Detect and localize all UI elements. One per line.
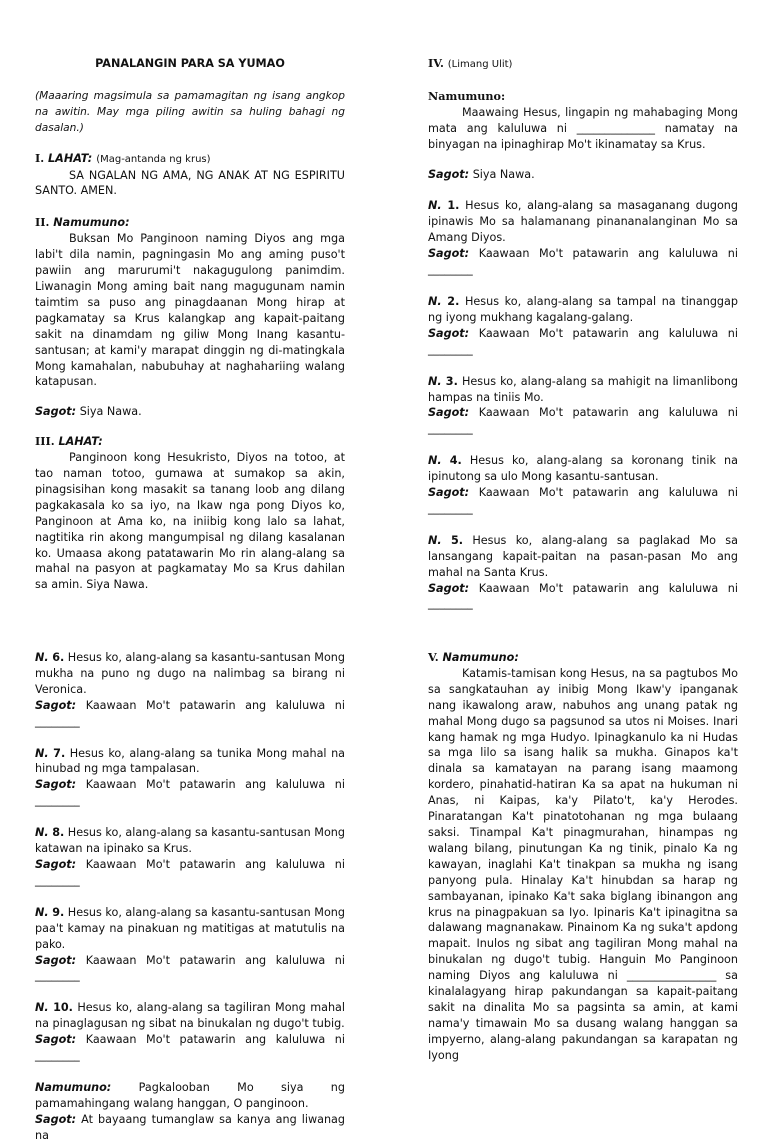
section-4-response: [428, 167, 738, 183]
intro-note-text: Maaaring magsimula sa pamamagitan ng isang angkop na awitin. May mga piling awitin sa huling bahagi ng dasalan.: [35, 89, 345, 134]
section-4-number: IV.: [428, 56, 444, 70]
petition-6-number: 6.: [52, 651, 65, 664]
petition-block-6: [35, 650, 345, 730]
section-5-heading: [428, 650, 738, 666]
section-5-number: V.: [428, 650, 439, 664]
closing-response-label: Sagot:: [35, 1112, 77, 1126]
section-4-note: (Limang Ulit): [447, 59, 513, 70]
section-1-heading: [35, 151, 345, 168]
section-2-text: Buksan Mo Panginoon naming Diyos ang mga labi't dila namin, pagningasin Mo ang aming puso't pawiin ang marurumi't nakagugulong panimdim. Liwanagin Mong aming bait nang magugunam namin taimtim sa puso ang pinagdaanan Mong hirap at pagkamatay sa Krus kalangkap ang kapait-paitang sakit na dinamdam ng giliw Mong Inang kasantu-santusan; at kami'y marapat dinggin ng di-matingkala Mong kamahalan, nabubuhay at naghahariing walang katapusan.: [35, 232, 345, 389]
intro-note: [35, 89, 345, 137]
section-5-label: Namumuno:: [442, 651, 519, 664]
section-4-response-text: Siya Nawa.: [472, 167, 535, 181]
petition-5-response-text: Kaawaan Mo't patawarin ang kaluluwa ni ________: [428, 581, 738, 611]
petition-3-response: [428, 405, 738, 437]
section-3-number: III.: [35, 434, 55, 449]
section-2-heading: [35, 215, 345, 231]
petition-block-2: [428, 294, 738, 358]
petition-7-response-label: Sagot:: [35, 778, 77, 792]
petition-1-response-label: Sagot:: [428, 247, 470, 261]
section-2-label: Namumuno:: [53, 216, 130, 230]
section-1-note: (Mag-antanda ng krus): [96, 153, 211, 165]
petition-10-text: [35, 1000, 345, 1032]
closing-leader-text: Pagkalooban Mo siya ng pamamahingang walang hanggan, O panginoon.: [35, 1080, 345, 1110]
intro-note-open-paren: (: [35, 89, 40, 102]
petition-6-marker: N.: [35, 651, 49, 664]
petition-9-number: 9.: [52, 905, 65, 919]
petition-9-text: [35, 905, 345, 953]
petition-block-9: [35, 905, 345, 985]
petition-5-response: [428, 581, 738, 613]
petition-5-number: 5.: [450, 533, 463, 547]
section-1-text: SA NGALAN NG AMA, NG ANAK AT NG ESPIRITU SANTO. AMEN.: [35, 168, 345, 198]
petition-4-response-text: Kaawaan Mo't patawarin ang kaluluwa ni ________: [428, 486, 738, 515]
petition-10-marker: N.: [35, 1001, 49, 1015]
section-2-number: II.: [35, 215, 50, 230]
petition-2-marker: N.: [428, 294, 442, 308]
section-2-response-text: Siya Nawa.: [79, 405, 142, 419]
section-5-text: Katamis-tamisan kong Hesus, na sa pagtubos Mo sa sangkatauhan ay inibig Mong Ikaw'y ipanganak nang ikawalong araw, nabuhos ang unang patak ng mahal Mong dugo sa pagsunod sa utos ni Moises. Inari kang hamak ng mga Hudyo. Ipinagkanulo ka ni Hudas sa mga lilo sa isang halik sa mukha. Ginapos ka't dinala sa kamatayan na parang isang maamong kordero, pinahatid-hatiran Ka sa apat na hukuman ni Anas, ni Kaipas, ka'y Pilato't, ka'y Herodes. Pinaratangan Ka't pinatotohanan ng mga bulaang saksi. Tinampal Ka't pinagmurahan, hinampas ng walang bilang, pinutungan Ka ng tinik, pinalo Ka ng kawayan, inaglahi Ka't tinakpan sa mukha ng isang panyong pula. Hinalay Ka't hinubdan sa harap ng sambayanan, ipinako Ka't saka biglang ibinangon ang krus na pinagpakuan sa Iyo. Ipinaris Ka't ipinagitna sa dalawang magnanakaw. Pinainom Ka ng suka't apdong mapait. Inulos ng sibat ang tagiliran Mong mahal na binukalan ng dugo't tubig. Hanguin Mo Panginoon naming Diyos ang kaluluwa ni ________________ sa kinalalagyang hirap pakundangan sa kapait-paitang sakit na dinalita Mo sa pagsinta sa amin, at kami nama'y timawain Mo sa dusang walang hanggan sa impyerno, alang-alang pakundangan sa karapatan ng Iyong: [428, 666, 738, 1062]
section-2-response-label: Sagot:: [35, 405, 77, 419]
petition-block-10: [35, 1000, 345, 1064]
intro-note-close-paren: ): [79, 121, 84, 134]
petition-4-marker: N.: [428, 454, 442, 468]
petition-block-7: [35, 746, 345, 810]
closing-block: [35, 1080, 345, 1144]
petition-7-response: [35, 777, 345, 809]
section-3-text: Panginoon kong Hesukristo, Diyos na totoo, at tao naman totoo, gumawa at sumakop sa akin, pinagsisihan kong masakit sa tanang loob ang dilang pagkakasala ko sa iyo, na Ikaw nga pong Diyos ko, Panginoon at Ama ko, na iniibig kong lalo sa lahat, nagtitika rin akong mangumpisal ng dilang kasalanan ko. Umaasa akong patatawarin Mo rin alang-alang sa mahal na pasyon at pagkamatay Mo sa Krus dahilan sa amin. Siya Nawa.: [35, 451, 345, 592]
petition-5-body: Hesus ko, alang-alang sa paglakad Mo sa lansangang kapait-paitan na pasan-pasan Mo ang mahal na Santa Krus.: [428, 533, 738, 579]
closing-response-text: At bayaang tumanglaw sa kanya ang liwanag na: [35, 1112, 345, 1142]
petition-block-5: [428, 533, 738, 613]
section-4-leader-text: Maawaing Hesus, lingapin ng mahabaging Mong mata ang kaluluwa ni ______________ namatay na binyagan na ipinaghirap Mo't ikinamatay sa Krus.: [428, 105, 738, 151]
petition-7-response-text: Kaawaan Mo't patawarin ang kaluluwa ni ________: [35, 778, 345, 808]
petition-block-3: [428, 374, 738, 438]
petition-2-response-label: Sagot:: [428, 326, 470, 340]
section-3-label: LAHAT:: [58, 435, 103, 449]
petition-3-text: [428, 374, 738, 406]
petition-8-marker: N.: [35, 826, 49, 840]
petition-2-response-text: Kaawaan Mo't patawarin ang kaluluwa ni ________: [428, 326, 738, 356]
petition-10-body: Hesus ko, alang-alang sa tagiliran Mong mahal na pinaglagusan ng sibat na binukalan ng dugo't tubig.: [35, 1001, 345, 1031]
petition-9-marker: N.: [35, 905, 49, 919]
petition-8-number: 8.: [52, 826, 65, 840]
petition-9-response-text: Kaawaan Mo't patawarin ang kaluluwa ni ________: [35, 953, 345, 983]
petition-7-number: 7.: [53, 746, 66, 760]
petition-1-body: Hesus ko, alang-alang sa masaganang dugong ipinawis Mo sa halamanang pinananalanginan Mo sa Amang Diyos.: [428, 199, 738, 245]
petition-7-text: [35, 746, 345, 778]
petition-1-response: [428, 246, 738, 278]
left-column-top: [35, 56, 345, 593]
petition-8-response-text: Kaawaan Mo't patawarin ang kaluluwa ni ________: [35, 857, 345, 887]
section-4-heading: [428, 56, 738, 73]
petition-2-text: [428, 294, 738, 326]
petition-7-body: Hesus ko, alang-alang sa tunika Mong mahal na hinubad ng mga tampalasan.: [35, 746, 346, 776]
closing-leader: [35, 1080, 345, 1112]
right-column-bottom: [428, 650, 738, 1064]
petition-8-body: Hesus ko, alang-alang sa kasantu-santusan Mong katawan na ipinako sa Krus.: [35, 826, 345, 856]
petition-3-marker: N.: [428, 374, 442, 388]
petition-3-number: 3.: [445, 374, 458, 388]
petition-9-body: Hesus ko, alang-alang sa kasantu-santusan Mong paa't kamay na pinakuan ng matitigas at matutulis na pako.: [35, 905, 345, 951]
petition-block-8: [35, 825, 345, 889]
petition-7-marker: N.: [35, 746, 49, 760]
right-column-top: [428, 56, 738, 612]
petition-10-response: [35, 1032, 345, 1064]
petition-9-response-label: Sagot:: [35, 953, 77, 967]
petition-2-body: Hesus ko, alang-alang sa tampal na tinanggap ng iyong mukhang kagalang-galang.: [428, 294, 738, 324]
petition-1-text: [428, 198, 738, 246]
petition-4-text: [428, 453, 738, 485]
petition-9-response: [35, 953, 345, 985]
petition-block-4: [428, 453, 738, 517]
petition-10-response-label: Sagot:: [35, 1033, 77, 1047]
petition-5-marker: N.: [428, 533, 442, 547]
closing-leader-label: Namumuno:: [35, 1080, 112, 1094]
petition-block-1: [428, 198, 738, 278]
petition-3-response-text: Kaawaan Mo't patawarin ang kaluluwa ni ________: [428, 406, 738, 436]
petition-6-body: Hesus ko, alang-alang sa kasantu-santusan Mong mukha na puno ng dugo na nalimbag sa birang ni Veronica.: [35, 651, 345, 696]
section-2-response: [35, 404, 345, 420]
petition-4-body: Hesus ko, alang-alang sa koronang tinik na ipinutong sa ulo Mong kasantu-santusan.: [428, 454, 739, 484]
section-4-response-label: Sagot:: [428, 167, 470, 181]
petition-8-response: [35, 857, 345, 889]
section-4-leader-label: Namumuno:: [428, 88, 506, 103]
section-1-number: I.: [35, 150, 45, 165]
petition-10-response-text: Kaawaan Mo't patawarin ang kaluluwa ni ________: [35, 1033, 345, 1063]
petition-6-response: [35, 698, 345, 730]
petition-4-number: 4.: [449, 454, 462, 468]
petition-3-body: Hesus ko, alang-alang sa mahigit na limanlibong hampas na tiniis Mo.: [428, 374, 739, 404]
closing-response: [35, 1112, 345, 1144]
left-column-bottom: [35, 650, 345, 1144]
petition-6-response-text: Kaawaan Mo't patawarin ang kaluluwa ni ________: [35, 698, 345, 728]
petition-1-marker: N.: [428, 199, 442, 213]
petition-8-text: [35, 825, 345, 857]
petition-6-response-label: Sagot:: [35, 698, 77, 712]
section-1-label: LAHAT:: [48, 151, 93, 165]
petition-4-response-label: Sagot:: [428, 486, 470, 500]
petition-4-response: [428, 485, 738, 517]
petition-5-response-label: Sagot:: [428, 581, 470, 595]
petition-10-number: 10.: [53, 1001, 73, 1015]
page-title: PANALANGIN PARA SA YUMAO: [95, 57, 285, 70]
section-3-heading: [35, 434, 345, 450]
petition-1-response-text: Kaawaan Mo't patawarin ang kaluluwa ni ________: [428, 247, 738, 277]
petition-2-response: [428, 326, 738, 358]
petition-6-text: [35, 650, 345, 698]
petition-5-text: [428, 533, 738, 581]
petition-8-response-label: Sagot:: [35, 857, 77, 871]
petition-3-response-label: Sagot:: [428, 406, 470, 420]
petition-1-number: 1.: [447, 199, 460, 213]
petition-2-number: 2.: [447, 294, 460, 308]
